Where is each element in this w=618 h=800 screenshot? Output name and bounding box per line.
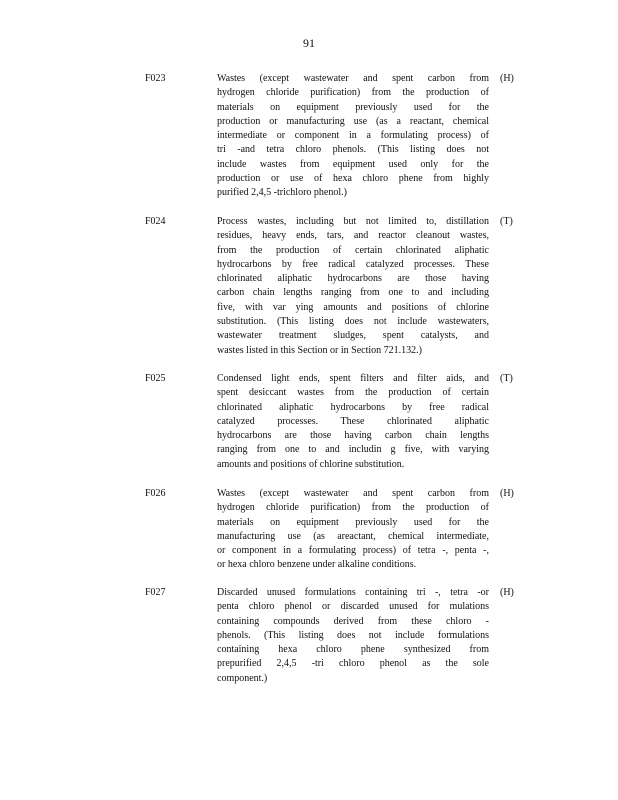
description-line: Discarded unused formulations containing tri -, tetra -or [217, 587, 489, 598]
hazard-code: (H) [500, 488, 514, 499]
waste-description [217, 72, 489, 201]
description-line: production or manufacturing use (as a reactant, chemical [217, 115, 489, 127]
description-line: purified 2,4,5 -trichloro phenol.) [217, 187, 347, 199]
description-line: hydrogen chloride purification) from the production of [217, 502, 489, 514]
description-line: materials on equipment previously used for the [217, 516, 489, 528]
hazard-code: (T) [500, 373, 513, 384]
hazard-code: (H) [500, 73, 514, 84]
waste-description [217, 487, 489, 573]
description-line: Wastes (except wastewater and spent carbon from [217, 488, 489, 499]
waste-code: F026 [145, 488, 166, 499]
description-line: penta chloro phenol or discarded unused for mulations [217, 601, 489, 613]
waste-code: F027 [145, 587, 166, 598]
description-line: residues, heavy ends, tars, and reactor cleanout wastes, [217, 230, 489, 242]
description-line: containing compounds derived from these chloro - [217, 615, 489, 627]
description-line: tri -and tetra chloro phenols. (This listing does not [217, 144, 489, 156]
description-line: ranging from one to and includin g five, with varying [217, 444, 489, 456]
waste-code: F024 [145, 216, 166, 227]
hazard-code: (T) [500, 216, 513, 227]
description-line: or hexa chloro benzene under alkaline conditions. [217, 559, 417, 571]
description-line: amounts and positions of chlorine substitution. [217, 458, 405, 470]
description-line: hydrocarbons by free radical catalyzed processes. These [217, 258, 489, 270]
waste-description [217, 215, 489, 358]
description-line: hydrogen chloride purification) from the production of [217, 87, 489, 99]
description-line: Wastes (except wastewater and spent carbon from [217, 73, 489, 84]
description-line: wastes listed in this Section or in Section 721.132.) [217, 344, 422, 356]
description-line: materials on equipment previously used for the [217, 101, 489, 113]
description-line: five, with var ying amounts and positions of chlorine [217, 301, 489, 313]
waste-code: F025 [145, 373, 166, 384]
description-line: chlorinated aliphatic hydrocarbons are those having [217, 273, 489, 285]
description-line: chlorinated aliphatic hydrocarbons by free radical [217, 401, 489, 413]
waste-code: F023 [145, 73, 166, 84]
description-line: spent desiccant wastes from the production of certain [217, 387, 489, 399]
description-line: carbon chain lengths ranging from one to and including [217, 287, 489, 299]
description-line: from the production of certain chlorinated aliphatic [217, 244, 489, 256]
description-line: substitution. (This listing does not include wastewaters, [217, 316, 489, 328]
description-line: include wastes from equipment used only for the [217, 158, 489, 170]
description-line: Process wastes, including but not limited to, distillation [217, 216, 489, 227]
description-line: component.) [217, 672, 268, 684]
description-line: wastewater treatment sludges, spent catalysts, and [217, 330, 489, 342]
description-line: prepurified 2,4,5 -tri chloro phenol as the sole [217, 658, 489, 670]
page-number: 91 [303, 36, 315, 50]
description-line: catalyzed processes. These chlorinated aliphatic [217, 415, 489, 427]
description-line: production or use of hexa chloro phene from highly [217, 173, 489, 185]
description-line: intermediate or component in a formulating process) of [217, 130, 489, 142]
description-line: phenols. (This listing does not include formulations [217, 629, 489, 641]
description-line: or component in a formulating process) of tetra -, penta -, [217, 545, 489, 557]
hazard-code: (H) [500, 587, 514, 598]
waste-description [217, 586, 489, 686]
description-line: containing hexa chloro phene synthesized from [217, 644, 489, 656]
description-line: hydrocarbons are those having carbon chain lengths [217, 430, 489, 442]
waste-description [217, 372, 489, 472]
description-line: Condensed light ends, spent filters and filter aids, and [217, 373, 489, 384]
description-line: manufacturing use (as areactant, chemical intermediate, [217, 530, 489, 542]
